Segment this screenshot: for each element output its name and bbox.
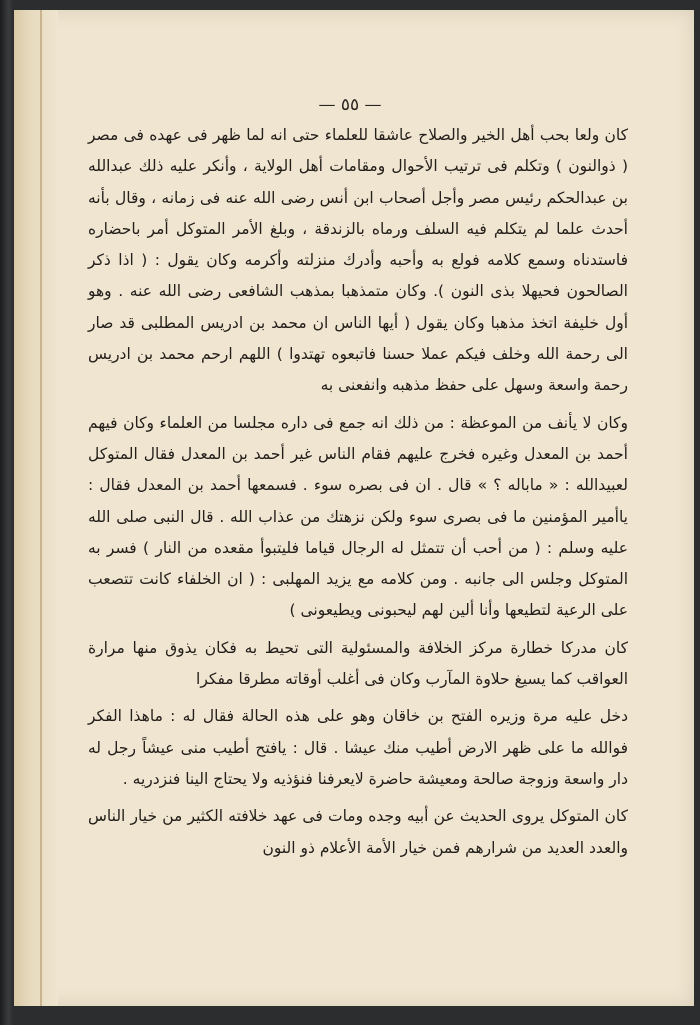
page-number: — ٥٥ — <box>318 95 382 115</box>
paragraph: كان المتوكل يروى الحديث عن أبيه وجده ومات فى عهد خلافته الكثير من خيار الناس والعدد العديد من شرارهم فمن خيار الأمة الأعلام ذو النون <box>88 807 628 857</box>
page-gutter <box>14 10 58 1006</box>
gutter-edge <box>40 10 42 1006</box>
paragraph: كان ولعا بحب أهل الخير والصلاح عاشقا للعلماء حتى انه لما ظهر فى عهده فى مصر ( ذوالنون ) وتكلم فى ترتيب الأحوال ومقامات أهل الولاية ، وأنكر عليه ذلك عبدالله بن عبدالحكم رئيس مصر وأجل أصحاب ابن أنس رضى الله عنه فى زمانه ، وقال بأنه أحدث علما لم يتكلم فيه السلف ورماه بالزندقة ، وبلغ الأمر المتوكل أمر باحضاره فاستدناه وسمع كلامه فولع به وأحبه وأدرك منزلته وأكرمه وكان يقول : ( اذا ذكر الصالحون فحيهلا بذى النون ). وكان متمذهبا بمذهب الشافعى رضى الله عنه . وهو أول خليفة اتخذ مذهبا وكان يقول ( أيها الناس ان محمد بن ادريس المطلبى قد صار الى رحمة الله وخلف فيكم عملا حسنا فاتبعوه تهتدوا ) اللهم ارحم محمد بن ادريس رحمة واسعة وسهل على حفظ مذهبه وانفعنى به <box>88 126 628 395</box>
book-spine <box>0 0 14 1025</box>
paragraph: وكان لا يأنف من الموعظة : من ذلك انه جمع فى داره مجلسا من العلماء وكان فيهم أحمد بن المعدل وغيره فخرج عليهم فقام الناس غير أحمد بن المعدل فقال المتوكل لعبيدالله : « ماباله ؟ » قال . ان فى بصره سوء . فسمعها أحمد بن المعدل فقال : ياأمير المؤمنين ما فى بصرى سوء ولكن نزهتك من عذاب الله . قال النبى صلى الله عليه وسلم : ( من أحب أن تتمثل له الرجال قياما فليتبوأ مقعده من النار ) فسر به المتوكل وجلس الى جانبه . ومن كلامه مع يزيد المهلبى : ( ان الخلفاء كانت تتصعب على الرعية لتطيعها وأنا ألين لهم ليحبونى ويطيعونى ) <box>88 413 628 620</box>
paragraph: دخل عليه مرة وزيره الفتح بن خاقان وهو على هذه الحالة فقال له : ماهذا الفكر فوالله ما على ظهر الارض أطيب منك عيشا . قال : يافتح أطيب منى عيشاً رجل له دار واسعة وزوجة صالحة ومعيشة حاضرة لايعرفنا فنؤذيه ولا يحتاج الينا فنزدريه . <box>88 707 628 788</box>
body-text <box>88 120 628 864</box>
paragraph: كان مدركا خطارة مركز الخلافة والمسئولية التى تحيط به فكان يذوق منها مرارة العواقب كما يسيغ حلاوة المآرب وكان فى أغلب أوقاته مطرقا مفكرا <box>88 638 628 689</box>
